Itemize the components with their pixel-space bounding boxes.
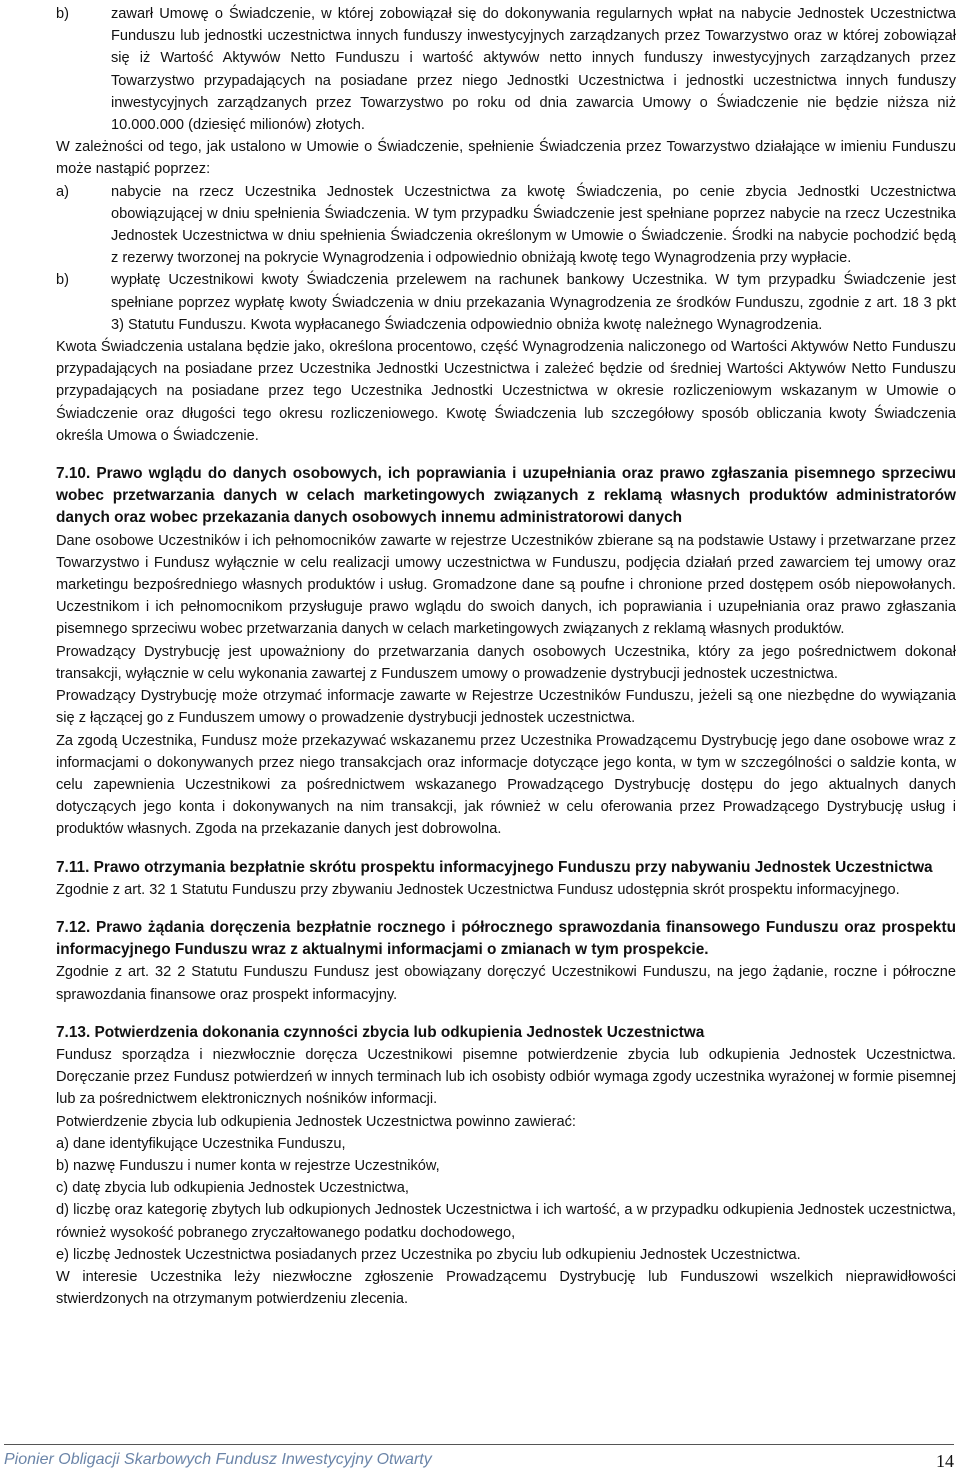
page-number: 14 — [936, 1451, 954, 1471]
list-line: c) datę zbycia lub odkupienia Jednostek Uczestnictwa, — [56, 1180, 409, 1197]
section-heading: 7.13. Potwierdzenia dokonania czynności zbycia lub odkupienia Jednostek Uczestnictwa — [56, 1023, 705, 1041]
list-line: e) liczbę Jednostek Uczestnictwa posiadanych przez Uczestnika po zbyciu lub odkupieniu Jednostek Uczestnictwa. — [56, 1246, 801, 1263]
section-heading: 7.10. Prawo wglądu do danych osobowych, ich poprawiania i uzupełniania oraz prawo zgłaszania pisemnego sprzeciwu wobec przetwarzania danych w celach marketingowych związanych z reklamą własnych produktów administratorów danych oraz wobec przekazania danych osobowych innemu administratorowi danych — [56, 465, 956, 527]
list-line: d) liczbę oraz kategorię zbytych lub odkupionych Jednostek Uczestnictwa i ich wartość, a w przypadku odkupienia Jednostek uczestnictwa, również wysokość pobranego zryczałtowanego podatku dochodowego, — [56, 1202, 956, 1241]
list-marker: a) — [56, 183, 69, 200]
paragraph: Prowadzący Dystrybucję jest upoważniony do przetwarzania danych osobowych Uczestnika, który za jego pośrednictwem dokonał transakcji, wyłącznie w celu wykonania zawartej z Funduszem umowy o prowadzenie dystrybucji jednostek uczestnictwa. — [56, 643, 956, 682]
paragraph: W interesie Uczestnika leży niezwłoczne zgłoszenie Prowadzącemu Dystrybucję lub Funduszowi wszelkich nieprawidłowości stwierdzonych na otrzymanym potwierdzeniu zlecenia. — [56, 1268, 956, 1308]
list-item-text: nabycie na rzecz Uczestnika Jednostek Uczestnictwa za kwotę Świadczenia, po cenie zbycia Jednostki Uczestnictwa obowiązującej w dniu spełnienia Świadczenia. W tym przypadku Świadczenie jest spełniane poprzez nabycie na rzecz Uczestnika Jednostek Uczestnictwa w dniu spełnienia Świadczenia określonym w Umowie o Świadczenie. Środki na nabycie pochodzić będą z rezerwy tworzonej na pokrycie Wynagrodzenia i odpowiednio obniżają kwotę tego Wynagrodzenia przy wypłacie. — [111, 183, 956, 267]
section-heading: 7.12. Prawo żądania doręczenia bezpłatnie rocznego i półrocznego sprawozdania finansowego Funduszu oraz prospektu informacyjnego Funduszu wraz z aktualnymi informacjami o zmianach w tym prospekcie. — [56, 918, 956, 959]
footer-title: Pionier Obligacji Skarbowych Fundusz Inwestycyjny Otwarty — [4, 1451, 432, 1468]
list-item — [56, 269, 956, 336]
paragraph: Zgodnie z art. 32 1 Statutu Funduszu przy zbywaniu Jednostek Uczestnictwa Fundusz udostępnia skrót prospektu informacyjnego. — [56, 881, 900, 898]
paragraph: Fundusz sporządza i niezwłocznie doręcza Uczestnikowi pisemne potwierdzenie zbycia lub odkupienia Jednostek Uczestnictwa. Doręczanie przez Fundusz potwierdzeń w innych terminach lub ich osobisty odbiór wymaga zgody uczestnika wyrażonej w formie pisemnej lub za pośrednictwem elektronicznych nośników informacji. — [56, 1046, 956, 1108]
list-item-text: wypłatę Uczestnikowi kwoty Świadczenia przelewem na rachunek bankowy Uczestnika. W tym przypadku Świadczenie jest spełniane poprzez wypłatę kwoty Świadczenia w dniu przekazania Wynagrodzenia ze środków Funduszu, zgodnie z art. 18 3 pkt 3) Statutu Funduszu. Kwota wypłacanego Świadczenia odpowiednio obniża kwotę należnego Wynagrodzenia. — [111, 272, 956, 333]
section-heading: 7.11. Prawo otrzymania bezpłatnie skrótu prospektu informacyjnego Funduszu przy nabywaniu Jednostek Uczestnictwa — [56, 858, 933, 876]
paragraph: Za zgodą Uczestnika, Fundusz może przekazywać wskazanemu przez Uczestnika Prowadzącemu Dystrybucję jego dane osobowe wraz z informacjami o dokonywanych przez niego transakcjach oraz informacje dotyczące jego konta, w tym w szczególności o saldzie konta, w celu zapewnienia Uczestnikowi za pośrednictwem wskazanego Prowadzącego Dystrybucję dostępu do jego aktualnych danych dotyczących jego konta i dokonywanych na nim transakcji, jak również w celu oferowania przez Prowadzącego Dystrybucję usług i produktów własnych. Zgoda na przekazanie danych jest dobrowolna. — [56, 732, 956, 838]
paragraph: Dane osobowe Uczestników i ich pełnomocników zawarte w rejestrze Uczestników zbierane są na podstawie Ustawy i przetwarzane przez Towarzystwo i Fundusz wyłącznie w celu realizacji umowy uczestnictwa w Funduszu, podjęcia działań przed zawarciem tej umowy oraz marketingu bezpośredniego własnych produktów i usług. Gromadzone dane są poufne i chronione przed dostępem osób niepowołanych. Uczestnikom i ich pełnomocnikom przysługuje prawo wglądu do swoich danych, ich poprawiania i uzupełniania oraz prawo zgłaszania pisemnego sprzeciwu wobec przetwarzania danych w celach marketingowych związanych z reklamą własnych produktów. — [56, 532, 956, 638]
paragraph: Prowadzący Dystrybucję może otrzymać informacje zawarte w Rejestrze Uczestników Funduszu, jeżeli są one niezbędne do wywiązania się z łączącej go z Funduszem umowy o prowadzenie dystrybucji jednostek uczestnictwa. — [56, 688, 956, 727]
list-item — [56, 181, 956, 270]
paragraph: Zgodnie z art. 32 2 Statutu Funduszu Fundusz jest obowiązany doręczyć Uczestnikowi Funduszu, na jego żądanie, roczne i półroczne sprawozdania finansowe oraz prospekt informacyjny. — [56, 964, 956, 1003]
list-item — [56, 3, 956, 136]
paragraph: Kwota Świadczenia ustalana będzie jako, określona procentowo, część Wynagrodzenia naliczonego od Wartości Aktywów Netto Funduszu przypadających na posiadane przez Uczestnika Jednostki Uczestnictwa i zależeć będzie od średniej Wartości Aktywów Netto Funduszu przypadających na posiadane przez tego Uczestnika Jednostki Uczestnictwa w okresie rozliczeniowym wskazanym w Umowie o Świadczenie oraz długości tego okresu rozliczeniowego. Kwotę Świadczenia lub szczegółowy sposób obliczania kwoty Świadczenia określa Umowa o Świadczenie. — [56, 339, 956, 444]
list-item-text: zawarł Umowę o Świadczenie, w której zobowiązał się do dokonywania regularnych wpłat na nabycie Jednostek Uczestnictwa Funduszu lub jednostki uczestnictwa innych funduszy inwestycyjnych zarządzanych przez Towarzystwo oraz w której zobowiązał się iż Wartość Aktywów Netto Funduszu i wartość aktywów netto innych funduszy inwestycyjnych zarządzanych przez Towarzystwo przypadających na posiadane przez niego Jednostki Uczestnictwa i jednostki uczestnictwa innych funduszy inwestycyjnych zarządzanych przez Towarzystwo po roku od dnia zawarcia Umowy o Świadczenie nie będzie niższa niż 10.000.000 (dziesięć milionów) złotych. — [111, 6, 956, 134]
list-marker: b) — [56, 6, 69, 22]
list-line: b) nazwę Funduszu i numer konta w rejestrze Uczestników, — [56, 1157, 440, 1174]
list-marker: b) — [56, 272, 69, 289]
paragraph: W zależności od tego, jak ustalono w Umowie o Świadczenie, spełnienie Świadczenia przez Towarzystwo działające w imieniu Funduszu może nastąpić poprzez: — [56, 139, 956, 178]
list-line: a) dane identyfikujące Uczestnika Funduszu, — [56, 1135, 346, 1152]
page-footer — [4, 1444, 954, 1475]
paragraph: Potwierdzenie zbycia lub odkupienia Jednostek Uczestnictwa powinno zawierać: — [56, 1113, 576, 1130]
